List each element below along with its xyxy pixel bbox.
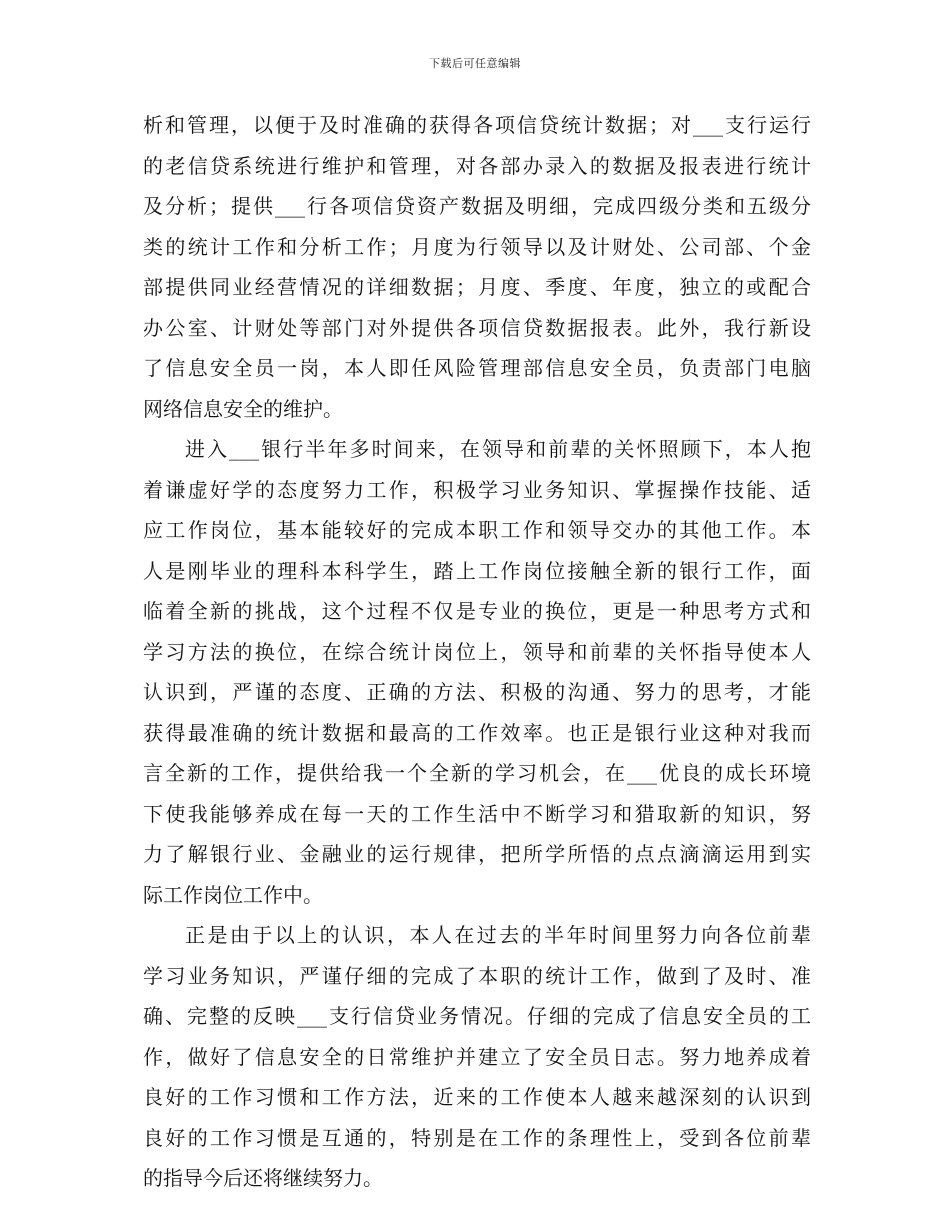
- text-line: 获得最准确的统计数据和最高的工作效率。也正是银行业这种对我而: [143, 720, 811, 745]
- text-line: 类的统计工作和分析工作；月度为行领导以及计财处、公司部、个金: [143, 234, 811, 259]
- text-line: 下使我能够养成在每一天的工作生活中不断学习和猎取新的知识，努: [143, 801, 811, 826]
- document-body: [143, 105, 811, 1199]
- text-line: 了信息安全员一岗，本人即任风险管理部信息安全员，负责部门电脑: [143, 356, 811, 380]
- text-line: 人是刚毕业的理科本科学生，踏上工作岗位接触全新的银行工作，面: [143, 558, 811, 583]
- paragraph-first-line: 正是由于以上的认识，本人在过去的半年时间里努力向各位前辈: [185, 923, 811, 947]
- text-line: 认识到，严谨的态度、正确的方法、积极的沟通、努力的思考，才能: [143, 680, 811, 704]
- text-line: 良好的工作习惯是互通的，特别是在工作的条理性上，受到各位前辈: [143, 1125, 811, 1150]
- text-line: 学习业务知识，严谨仔细的完成了本职的统计工作，做到了及时、准: [143, 963, 811, 988]
- text-line: 良好的工作习惯和工作方法，近来的工作使本人越来越深刻的认识到: [143, 1085, 811, 1109]
- text-line: 析和管理，以便于及时准确的获得各项信贷统计数据；对___支行运行: [143, 113, 811, 137]
- paragraph-first-line: 进入___银行半年多时间来，在领导和前辈的关怀照顾下，本人抱: [185, 437, 811, 461]
- text-line: 部提供同业经营情况的详细数据；月度、季度、年度，独立的或配合: [143, 275, 811, 299]
- text-line: 力了解银行业、金融业的运行规律，把所学所悟的点点滴滴运用到实: [143, 842, 811, 866]
- text-line: 及分析；提供___行各项信贷资产数据及明细，完成四级分类和五级分: [143, 194, 811, 218]
- text-line: 着谦虚好学的态度努力工作，积极学习业务知识、掌握操作技能、适: [143, 477, 811, 502]
- text-line: 的指导今后还将继续努力。: [143, 1166, 383, 1190]
- text-line: 网络信息安全的维护。: [143, 396, 343, 421]
- text-line: 应工作岗位，基本能较好的完成本职工作和领导交办的其他工作。本: [143, 518, 811, 542]
- text-line: 确、完整的反映___支行信贷业务情况。仔细的完成了信息安全员的工: [143, 1004, 811, 1028]
- text-line: 的老信贷系统进行维护和管理，对各部办录入的数据及报表进行统计: [143, 153, 811, 178]
- text-line: 学习方法的换位，在综合统计岗位上，领导和前辈的关怀指导使本人: [143, 639, 811, 664]
- text-line: 临着全新的挑战，这个过程不仅是专业的换位，更是一种思考方式和: [143, 599, 811, 623]
- page-header: 下载后可任意编辑: [429, 57, 521, 70]
- text-line: 办公室、计财处等部门对外提供各项信贷数据报表。此外，我行新设: [143, 315, 811, 340]
- text-line: 言全新的工作，提供给我一个全新的学习机会，在___优良的成长环境: [143, 761, 811, 785]
- text-line: 作，做好了信息安全的日常维护并建立了安全员日志。努力地养成着: [143, 1044, 811, 1069]
- text-line: 际工作岗位工作中。: [143, 882, 323, 907]
